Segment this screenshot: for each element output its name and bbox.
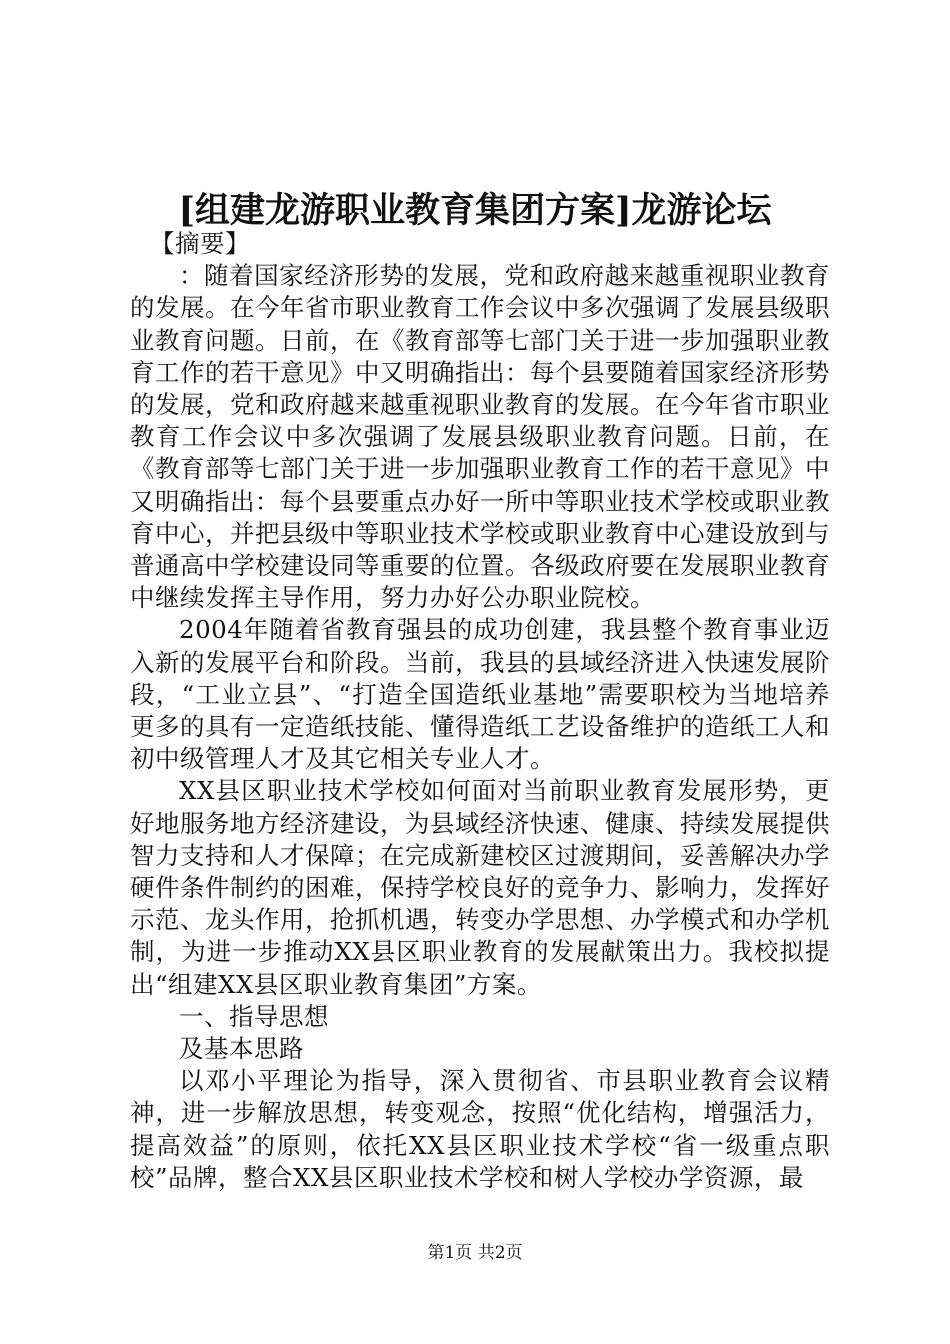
section-heading-basic-approach: 及基本思路 [179,1034,304,1064]
page-number-footer: 第1页 共2页 [427,1243,523,1263]
paragraph-proposal: XX县区职业技术学校如何面对当前职业教育发展形势，更好地服务地方经济建设，为县域经济快速、健康、持续发展提供智力支持和人才保障；在完成新建校区过渡期间，妥善解决办学硬件条件制约的困难，保持学校良好的竞争力、影响力，发挥好示范、龙头作用，抢抓机遇，转变办学思想、办学模式和办学机制，为进一步推动XX县区职业教育的发展献策出力。我校拟提出“组建XX县区职业教育集团”方案。 [130,776,830,999]
paragraph-guiding-thought: 以邓小平理论为指导，深入贯彻省、市县职业教育会议精神，进一步解放思想，转变观念，按照“优化结构，增强活力，提高效益”的原则，依托XX县区职业技术学校“省一级重点职校”品牌，整合XX县区职业技术学校和树人学校办学资源，最 [130,1066,830,1192]
document-body [130,228,830,1194]
abstract-label: 【摘要】 [150,229,250,258]
paragraph-background: 2004年随着省教育强县的成功创建，我县整个教育事业迈入新的发展平台和阶段。当前，我县的县域经济进入快速发展阶段，“工业立县”、“打造全国造纸业基地”需要职校为当地培养更多的具有一定造纸技能、懂得造纸工艺设备维护的造纸工人和初中级管理人才及其它相关专业人才。 [130,615,830,774]
paragraph-abstract: ：随着国家经济形势的发展，党和政府越来越重视职业教育的发展。在今年省市职业教育工作会议中多次强调了发展县级职业教育问题。日前，在《教育部等七部门关于进一步加强职业教育工作的若干意见》中又明确指出：每个县要随着国家经济形势的发展，党和政府越来越重视职业教育的发展。在今年省市职业教育工作会议中多次强调了发展县级职业教育问题。日前，在《教育部等七部门关于进一步加强职业教育工作的若干意见》中又明确指出：每个县要重点办好一所中等职业技术学校或职业教育中心，并把县级中等职业技术学校或职业教育中心建设放到与普通高中学校建设同等重要的位置。各级政府要在发展职业教育中继续发挥主导作用，努力办好公办职业院校。 [130,261,830,613]
document-title: [组建龙游职业教育集团方案]龙游论坛 [178,190,772,231]
section-heading-guiding-thought: 一、指导思想 [179,1001,329,1031]
